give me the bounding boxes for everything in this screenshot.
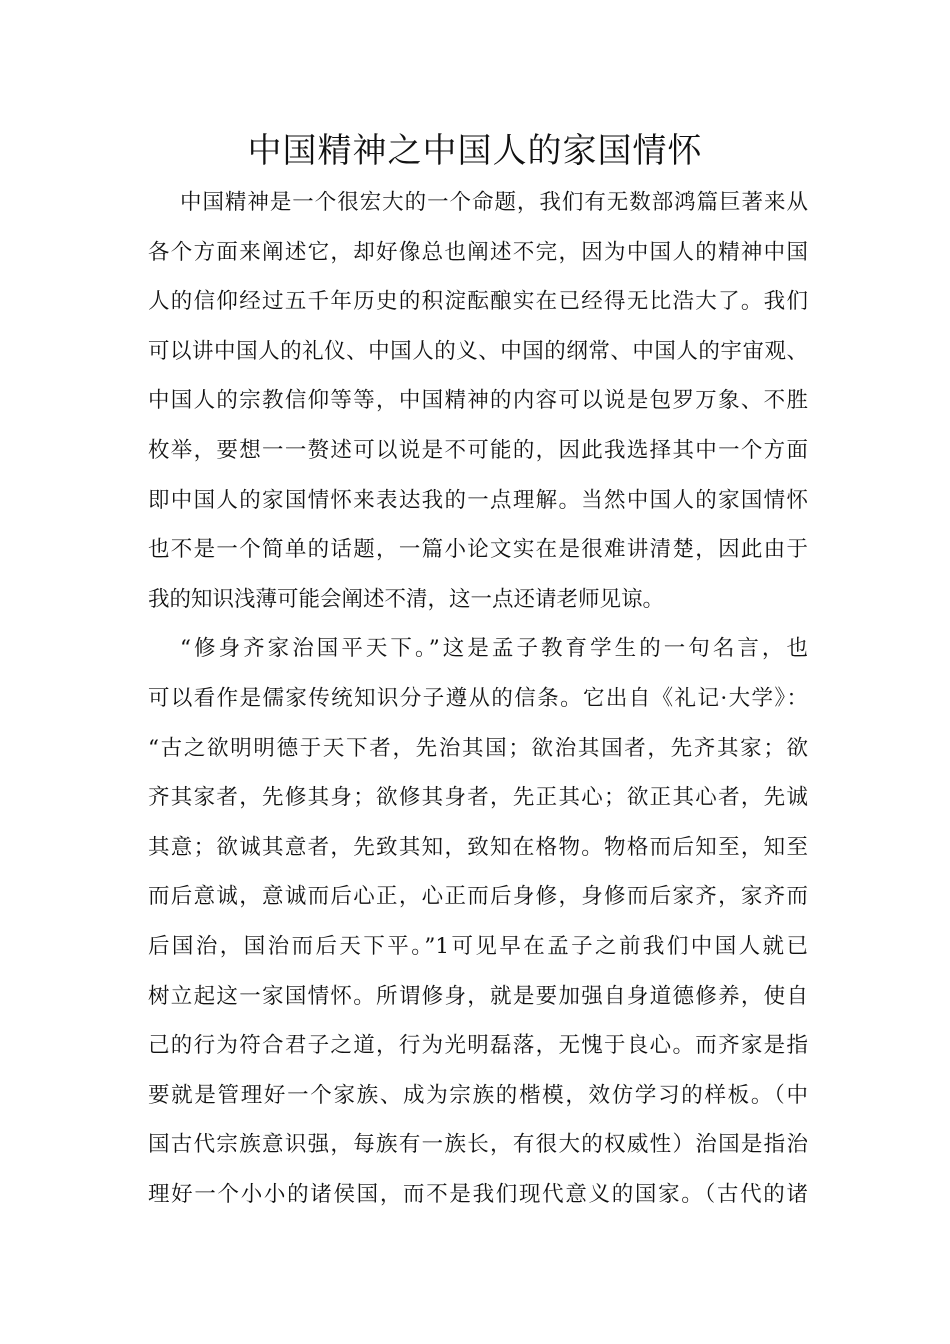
text-line: 国古代宗族意识强，每族有一族长，有很大的权威性）治国是指治: [148, 1132, 808, 1158]
document-body: [148, 178, 808, 1219]
text-line: 而后意诚，意诚而后心正，心正而后身修，身修而后家齐，家齐而: [148, 884, 808, 910]
text-line: 可以看作是儒家传统知识分子遵从的信条。它出自《礼记·大学》：: [148, 685, 808, 711]
text-line: 要就是管理好一个家族、成为宗族的楷模，效仿学习的样板。（中: [148, 1082, 808, 1108]
text-line: 也不是一个简单的话题，一篇小论文实在是很难讲清楚，因此由于: [148, 537, 808, 563]
paragraph-2: [148, 624, 808, 1219]
text-line: 中国精神是一个很宏大的一个命题，我们有无数部鸿篇巨著来从: [180, 190, 808, 215]
text-line: 我的知识浅薄可能会阐述不清，这一点还请老师见谅。: [148, 586, 665, 612]
paragraph-1: [148, 178, 808, 624]
text-line: 人的信仰经过五千年历史的积淀酝酿实在已经得无比浩大了。我们: [148, 289, 808, 315]
text-line: “修身齐家治国平天下。”这是孟子教育学生的一句名言，也: [180, 636, 808, 662]
text-line: 即中国人的家国情怀来表达我的一点理解。当然中国人的家国情怀: [148, 487, 808, 513]
text-line: 树立起这一家国情怀。所谓修身，就是要加强自身道德修养，使自: [148, 983, 808, 1009]
text-line: 己的行为符合君子之道，行为光明磊落，无愧于良心。而齐家是指: [148, 1033, 808, 1059]
text-line: 各个方面来阐述它，却好像总也阐述不完，因为中国人的精神中国: [148, 239, 808, 265]
text-line: 中国人的宗教信仰等等，中国精神的内容可以说是包罗万象、不胜: [148, 388, 808, 414]
text-line: “古之欲明明德于天下者，先治其国；欲治其国者，先齐其家；欲: [148, 735, 808, 761]
text-line: 其意；欲诚其意者，先致其知，致知在格物。物格而后知至，知至: [148, 834, 808, 860]
text-line: 枚举，要想一一赘述可以说是不可能的，因此我选择其中一个方面: [148, 437, 808, 463]
text-line: 可以讲中国人的礼仪、中国人的义、中国的纲常、中国人的宇宙观、: [148, 338, 808, 364]
text-line: 后国治，国治而后天下平。”1可见早在孟子之前我们中国人就已: [148, 933, 808, 959]
text-line: 齐其家者，先修其身；欲修其身者，先正其心；欲正其心者，先诚: [148, 785, 808, 811]
text-line: 理好一个小小的诸侯国，而不是我们现代意义的国家。（古代的诸: [148, 1181, 808, 1207]
document-title: 中国精神之中国人的家国情怀: [247, 131, 703, 171]
